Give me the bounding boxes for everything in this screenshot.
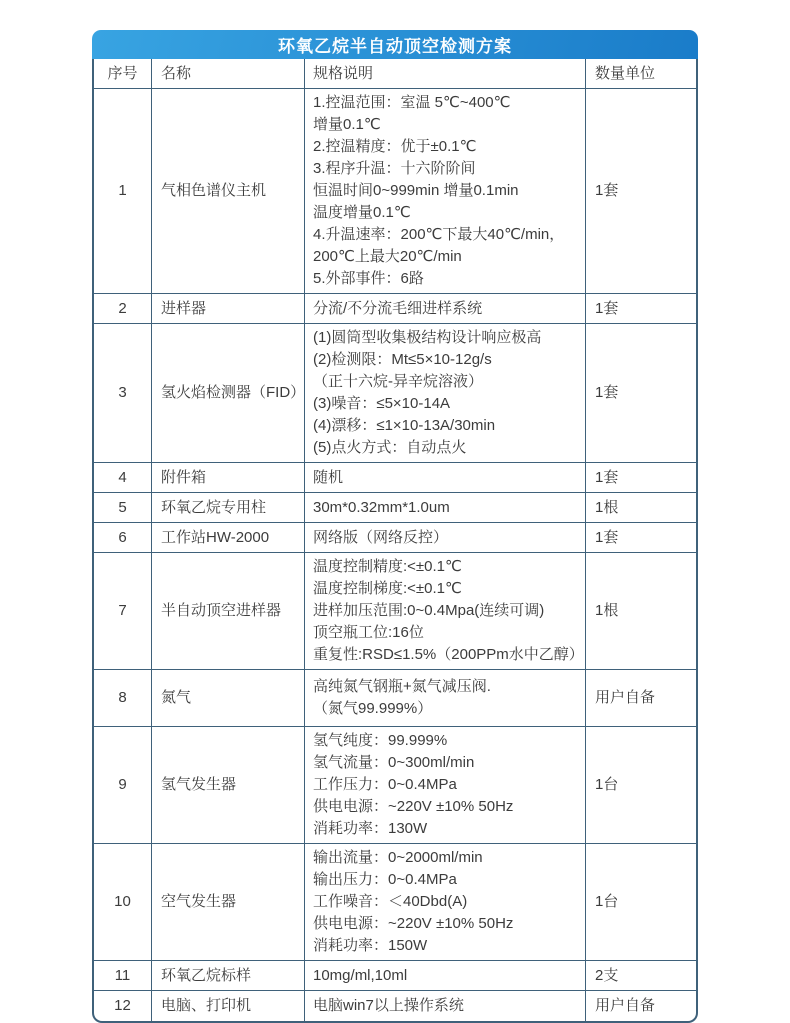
spec-line: (3)噪音：≤5×10-14A (313, 395, 451, 412)
spec-cell (305, 89, 586, 294)
item-name-cell: 进样器 (152, 294, 305, 324)
header-row (94, 59, 696, 89)
qty-cell: 2支 (586, 961, 696, 991)
spec-cell (305, 961, 586, 991)
spec-cell (305, 727, 586, 844)
qty-cell: 1套 (586, 523, 696, 553)
qty-cell: 1台 (586, 727, 696, 844)
row-number-cell: 5 (94, 493, 152, 523)
spec-line: （正十六烷-异辛烷溶液） (313, 373, 483, 390)
qty-cell: 用户自备 (586, 670, 696, 727)
spec-line: 增量0.1℃ (313, 116, 381, 133)
row-number-cell: 4 (94, 463, 152, 493)
table-body (94, 89, 696, 1021)
column-header-qty: 数量单位 (586, 59, 696, 89)
row-number-cell: 2 (94, 294, 152, 324)
row-number-cell: 11 (94, 961, 152, 991)
spec-line: 输出压力：0~0.4MPa (313, 871, 457, 888)
spec-line: 消耗功率：150W (313, 937, 428, 954)
qty-cell: 1套 (586, 324, 696, 463)
table-row (94, 991, 696, 1021)
spec-line: 工作噪音：＜40Dbd(A) (313, 893, 468, 910)
table-row (94, 493, 696, 523)
spec-line: 工作压力：0~0.4MPa (313, 776, 457, 793)
page-title: 环氧乙烷半自动顶空检测方案 (278, 37, 512, 56)
item-name-cell: 气相色谱仪主机 (152, 89, 305, 294)
spec-cell (305, 991, 586, 1021)
qty-cell: 1根 (586, 493, 696, 523)
qty-cell: 1根 (586, 553, 696, 670)
column-header-name: 名称 (152, 59, 305, 89)
item-name-cell: 半自动顶空进样器 (152, 553, 305, 670)
spec-line: (2)检测限：Mt≤5×10-12g/s (313, 351, 492, 368)
qty-cell: 1台 (586, 844, 696, 961)
spec-cell (305, 493, 586, 523)
spec-line: 氢气流量：0~300ml/min (313, 754, 475, 771)
table-row (94, 324, 696, 463)
row-number-cell: 9 (94, 727, 152, 844)
spec-line: 30m*0.32mm*1.0um (313, 498, 450, 516)
spec-line: 高纯氮气钢瓶+氮气减压阀. (313, 678, 491, 695)
spec-line: 网络版（网络反控） (313, 528, 449, 546)
spec-line: 温度控制精度:<±0.1℃ (313, 558, 462, 575)
item-name-cell: 氢气发生器 (152, 727, 305, 844)
item-name-cell: 空气发生器 (152, 844, 305, 961)
spec-table (94, 59, 696, 1021)
item-name-cell: 电脑、打印机 (152, 991, 305, 1021)
spec-cell (305, 463, 586, 493)
spec-line: (4)漂移：≤1×10-13A/30min (313, 417, 496, 434)
column-header-no: 序号 (94, 59, 152, 89)
qty-cell: 用户自备 (595, 997, 656, 1014)
table-row (94, 670, 696, 727)
spec-line: 分流/不分流毛细进样系统 (313, 299, 483, 317)
row-number-cell: 6 (94, 523, 152, 553)
spec-cell (305, 670, 586, 727)
item-name-cell: 环氧乙烷标样 (152, 961, 305, 991)
spec-sheet-card (92, 30, 698, 1023)
table-row (94, 523, 696, 553)
spec-line: (1)圆筒型收集极结构设计响应极高 (313, 329, 542, 346)
column-header-spec: 规格说明 (305, 59, 586, 89)
spec-line: 200℃上最大20℃/min (313, 248, 462, 265)
row-number-cell: 7 (94, 553, 152, 670)
spec-line: 进样加压范围:0~0.4Mpa(连续可调) (313, 602, 545, 619)
spec-line: 输出流量：0~2000ml/min (313, 849, 483, 866)
spec-table-container (92, 59, 698, 1023)
item-name-cell: 工作站HW-2000 (152, 523, 305, 553)
spec-line: (5)点火方式：自动点火 (313, 439, 467, 456)
spec-line: 2.控温精度：优于±0.1℃ (313, 138, 477, 155)
spec-line: 消耗功率：130W (313, 820, 428, 837)
table-row (94, 844, 696, 961)
spec-line: 温度增量0.1℃ (313, 204, 411, 221)
row-number-cell: 1 (94, 89, 152, 294)
table-row (94, 89, 696, 294)
spec-cell (305, 553, 586, 670)
table-row (94, 463, 696, 493)
spec-line: 1.控温范围：室温 5℃~400℃ (313, 94, 511, 111)
spec-line: 电脑win7以上操作系统 (313, 997, 464, 1014)
item-name-cell: 附件箱 (152, 463, 305, 493)
row-number-cell: 12 (94, 991, 152, 1021)
spec-line: 顶空瓶工位:16位 (313, 624, 424, 641)
spec-cell (305, 324, 586, 463)
spec-line: 重复性:RSD≤1.5%（200PPm水中乙醇） (313, 646, 584, 663)
qty-cell: 1套 (586, 463, 696, 493)
table-row (94, 727, 696, 844)
spec-line: 供电电源：~220V ±10% 50Hz (313, 915, 514, 932)
spec-line: 3.程序升温：十六阶阶间 (313, 160, 476, 177)
table-row (94, 961, 696, 991)
spec-cell (305, 294, 586, 324)
document-title-banner (92, 30, 698, 59)
row-number-cell: 3 (94, 324, 152, 463)
spec-line: （氮气99.999%） (313, 700, 433, 717)
qty-cell: 1套 (586, 89, 696, 294)
spec-line: 5.外部事件：6路 (313, 270, 424, 287)
item-name-cell: 氢火焰检测器（FID） (152, 324, 305, 463)
spec-cell (305, 523, 586, 553)
item-name-cell: 氮气 (152, 670, 305, 727)
qty-cell: 1套 (586, 294, 696, 324)
item-name-cell: 环氧乙烷专用柱 (152, 493, 305, 523)
spec-cell (305, 844, 586, 961)
spec-line: 10mg/ml,10ml (313, 966, 408, 984)
spec-line: 温度控制梯度:<±0.1℃ (313, 580, 462, 597)
row-number-cell: 8 (94, 670, 152, 727)
spec-line: 随机 (313, 468, 344, 486)
spec-line: 供电电源：~220V ±10% 50Hz (313, 798, 514, 815)
spec-line: 氢气纯度：99.999% (313, 732, 448, 749)
row-number-cell: 10 (94, 844, 152, 961)
table-row (94, 294, 696, 324)
table-row (94, 553, 696, 670)
spec-line: 4.升温速率：200℃下最大40℃/min， (313, 226, 565, 243)
spec-line: 恒温时间0~999min 增量0.1min (313, 182, 519, 199)
